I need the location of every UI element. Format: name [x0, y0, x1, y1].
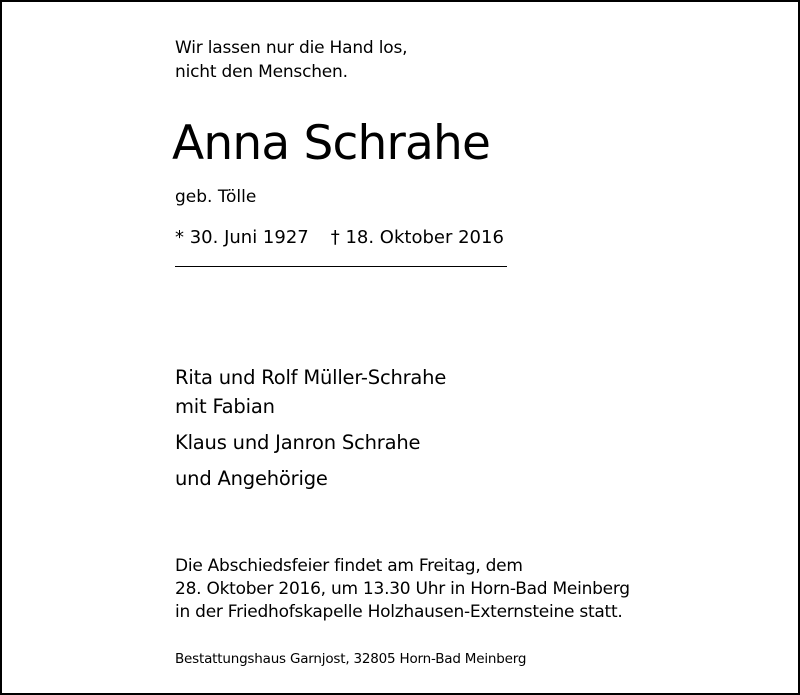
quote-text — [175, 36, 407, 84]
birth-date: * 30. Juni 1927 — [175, 227, 309, 248]
mourner-line: mit Fabian — [175, 395, 275, 418]
mourner-group — [175, 428, 446, 457]
mourner-line: und Angehörige — [175, 467, 328, 490]
death-date: † 18. Oktober 2016 — [330, 227, 504, 248]
mourner-group — [175, 363, 446, 421]
quote-line: Wir lassen nur die Hand los, — [175, 38, 408, 58]
service-line: Die Abschiedsfeier findet am Freitag, dem — [175, 556, 523, 576]
funeral-home-footer: Bestattungshaus Garnjost, 32805 Horn-Bad Meinberg — [175, 651, 527, 667]
divider-line — [175, 266, 507, 267]
mourner-line: Rita und Rolf Müller-Schrahe — [175, 366, 447, 389]
service-info — [175, 555, 630, 624]
birth-name: geb. Tölle — [175, 187, 257, 207]
mourner-line: Klaus und Janron Schrahe — [175, 431, 421, 454]
service-line: 28. Oktober 2016, um 13.30 Uhr in Horn-Bad Meinberg — [175, 579, 630, 599]
mourners-list — [175, 363, 446, 500]
deceased-name: Anna Schrahe — [172, 116, 491, 171]
mourner-group — [175, 464, 446, 493]
service-line: in der Friedhofskapelle Holzhausen-Externsteine statt. — [175, 602, 623, 622]
life-dates — [175, 225, 504, 251]
quote-line: nicht den Menschen. — [175, 62, 348, 82]
